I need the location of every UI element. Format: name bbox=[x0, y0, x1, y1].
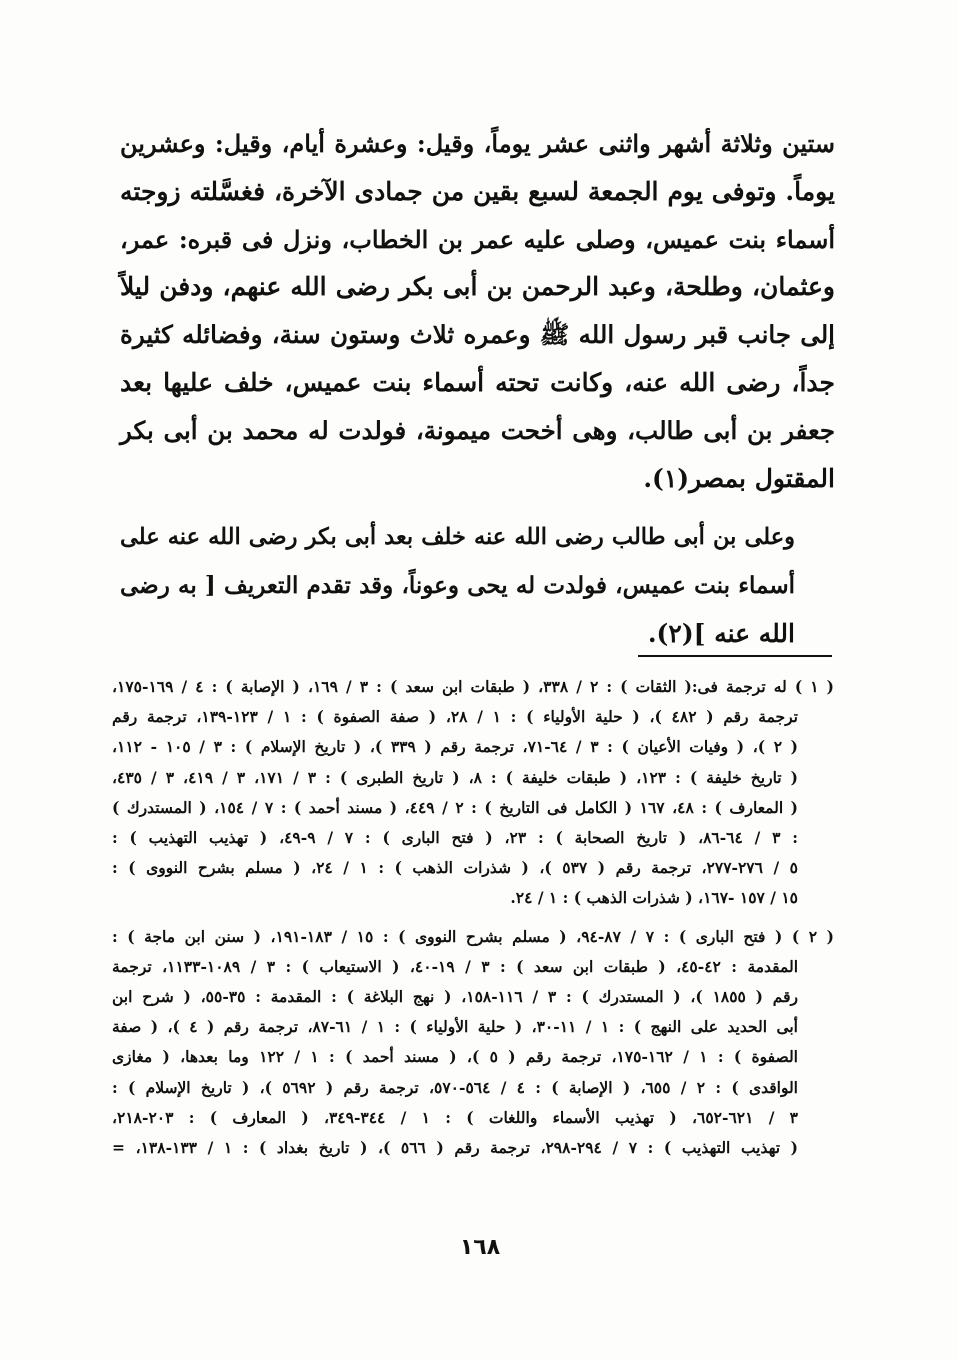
footnote-line: ( تاريخ خليفة ) : ١٢٣، ( طبقات خليفة ) : ٨، ( تاريخ الطبرى ) : ٣ / ١٧١، ٣ / ٤١٩، ٣ / ٤٣٥، bbox=[112, 767, 798, 787]
text-line: أسماء بنت عميس، فولدت له يحى وعوناً، وقد تقدم التعريف [ به رضى bbox=[120, 572, 795, 600]
text-line: المقتول بمصر(١). bbox=[643, 463, 835, 493]
footnote-2 bbox=[112, 922, 834, 1164]
text-line: أسماء بنت عميس، وصلى عليه عمر بن الخطاب، ونزل فى قبره: عمر، bbox=[120, 224, 835, 254]
main-text-body bbox=[120, 120, 835, 658]
paragraph-2 bbox=[120, 514, 835, 657]
footnote-line: ٥ / ٢٧٦-٢٧٧، ترجمة رقم ( ٥٣٧ )، ( شذرات الذهب ) : ١ / ٢٤، ( مسلم بشرح النووى ) : bbox=[112, 858, 798, 878]
footnote-line: ( ٢ ) ( فتح البارى ) : ٧ / ٨٧-٩٤، ( مسلم بشرح النووى ) : ١٥ / ١٨٣-١٩١، ( سنن ابن ماجة ) : bbox=[112, 926, 834, 946]
footnote-line: : ٣ / ٦٤-٨٦، ( تاريخ الصحابة ) : ٢٣، ( فتح البارى ) : ٧ / ٩-٤٩، ( تهذيب التهذيب ) : bbox=[112, 828, 798, 848]
page-number: ١٦٨ bbox=[459, 1235, 501, 1260]
footnote-line: ( ١ ) له ترجمة فى:( الثقات ) : ٢ / ٣٣٨، ( طبقات ابن سعد ) : ٣ / ١٦٩، ( الإصابة ) : ٤ / ١٦٩-١٧٥، bbox=[112, 677, 834, 696]
footnote-line: ترجمة رقم ( ٤٨٢ )، ( حلية الأولياء ) : ١ / ٢٨، ( صفة الصفوة ) : ١ / ١٢٣-١٣٩، ترجمة رقم bbox=[112, 707, 798, 727]
footnote-separator bbox=[638, 655, 832, 657]
footnote-line: ( تهذيب التهذيب ) : ٧ / ٢٩٤-٢٩٨، ترجمة رقم ( ٥٦٦ )، ( تاريخ بغداد ) : ١ / ١٣٣-١٣٨، = bbox=[112, 1138, 798, 1158]
text-line: يوماً. وتوفى يوم الجمعة لسبع بقين من جمادى الآخرة، فغسَّلته زوجته bbox=[120, 176, 835, 206]
footnotes-section bbox=[112, 672, 834, 1163]
footnote-line: المقدمة : ٤٢-٤٥، ( طبقات ابن سعد ) : ٣ / ١٩-٤٠، ( الاستيعاب ) : ٣ / ١٠٨٩-١١٣٣، ترجمة bbox=[112, 956, 799, 976]
footnote-1 bbox=[112, 672, 834, 914]
footnote-line: أبى الحديد على النهج ) : ١ / ١١-٣٠، ( حلية الأولياء ) : ١ / ٦١-٨٧، ترجمة رقم ( ٤ )، ( صفة bbox=[112, 1017, 798, 1037]
text-line: وعثمان، وطلحة، وعبد الرحمن بن أبى بكر رضى الله عنهم، ودفن ليلاً bbox=[120, 272, 835, 302]
text-line: إلى جانب قبر رسول الله ﷺ وعمره ثلاث وستون سنة، وفضائله كثيرة bbox=[120, 320, 835, 350]
footnote-line: الواقدى ) : ٢ / ٦٥٥، ( الإصابة ) : ٤ / ٥٦٤-٥٧٠، ترجمة رقم ( ٥٦٩٢ )، ( تاريخ الإسلام ) : bbox=[112, 1077, 798, 1097]
text-line: جعفر بن أبى طالب، وهى أخحت ميمونة، فولدت له محمد بن أبى بكر bbox=[120, 415, 835, 445]
footnote-line: ( ٢ )، ( وفيات الأعيان ) : ٣ / ٦٤-٧١، ترجمة رقم ( ٣٣٩ )، ( تاريخ الإسلام ) : ٣ / ١٠٥ - ١١٢، bbox=[112, 737, 798, 757]
footnote-line: ١٥ / ١٥٧ -١٦٧، ( شذرات الذهب ) : ١ / ٢٤. bbox=[510, 888, 798, 908]
text-line: ستين وثلاثة أشهر واثنى عشر يوماً، وقيل: وعشرة أيام، وقيل: وعشرين bbox=[120, 129, 835, 158]
footnote-line: الصفوة ) : ١ / ١٦٢-١٧٥، ترجمة رقم ( ٥ )، ( مسند أحمد ) : ١ / ١٢٢ وما بعدها، ( مغازى bbox=[112, 1047, 798, 1067]
footnote-line: ( المعارف ) : ٤٨، ١٦٧ ( الكامل فى التاريخ ) : ٢ / ٤٤٩، ( مسند أحمد ) : ٧ / ١٥٤، ( المستدرك ) bbox=[112, 797, 799, 817]
footnote-line: رقم ( ١٨٥٥ )، ( المستدرك ) : ٣ / ١١٦-١٥٨، ( نهج البلاغة ) : المقدمة : ٣٥-٥٥، ( شرح ابن bbox=[112, 987, 798, 1007]
text-line: وعلى بن أبى طالب رضى الله عنه خلف بعد أبى بكر رضى الله عنه على bbox=[120, 524, 795, 551]
footnote-line: ٣ / ٦٢١-٦٥٢، ( تهذيب الأسماء واللغات ) : ١ / ٣٤٤-٣٤٩، ( المعارف ) : ٢٠٣-٢١٨، bbox=[112, 1107, 798, 1127]
text-line: الله عنه ](٢). bbox=[647, 618, 795, 648]
text-line: جداً، رضى الله عنه، وكانت تحته أسماء بنت عميس، خلف عليها بعد bbox=[120, 367, 835, 397]
paragraph-1 bbox=[120, 120, 835, 502]
